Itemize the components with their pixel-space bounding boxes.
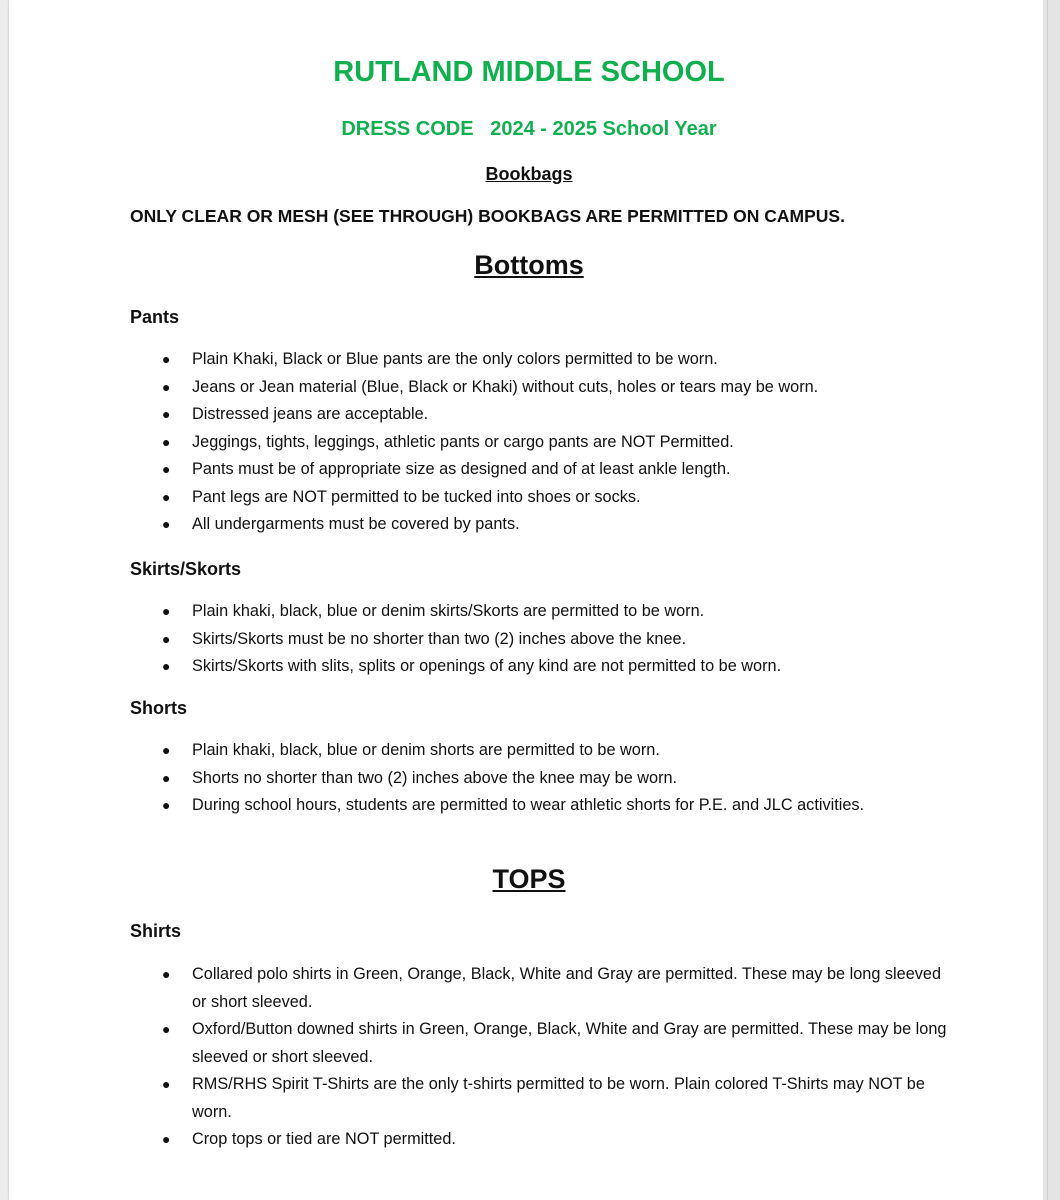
list-item xyxy=(162,374,952,402)
list-item xyxy=(162,1016,952,1071)
school-title: RUTLAND MIDDLE SCHOOL xyxy=(333,56,725,88)
pants-list xyxy=(162,346,952,539)
list-item-text: Distressed jeans are acceptable. xyxy=(192,405,429,423)
list-item-text: Plain khaki, black, blue or denim skirts/Skorts are permitted to be worn. xyxy=(192,602,705,620)
bullet-icon: ● xyxy=(162,1131,171,1147)
bullet-icon: ● xyxy=(162,769,171,786)
list-item xyxy=(162,653,952,681)
bullet-icon: ● xyxy=(162,461,171,477)
list-item-text: Jeans or Jean material (Blue, Black or Khaki) without cuts, holes or tears may be worn. xyxy=(192,377,819,396)
shirts-heading: Shirts xyxy=(130,921,182,941)
shorts-list xyxy=(162,737,952,820)
bullet-icon: ● xyxy=(162,630,171,647)
page-edge-gutter xyxy=(1043,0,1060,1200)
skirts-list xyxy=(162,598,952,681)
document-page xyxy=(9,0,1043,1200)
list-item xyxy=(162,1126,952,1154)
dress-code-subtitle: DRESS CODE 2024 - 2025 School Year xyxy=(341,118,717,140)
list-item xyxy=(162,598,952,626)
list-item-text: Plain Khaki, Black or Blue pants are the only colors permitted to be worn. xyxy=(192,350,718,368)
list-item-text: Collared polo shirts in Green, Orange, Black, White and Gray are permitted. These may be long sleeved or short sleeved. xyxy=(192,965,942,1011)
list-item xyxy=(162,961,952,1016)
list-item-text: During school hours, students are permitted to wear athletic shorts for P.E. and JLC activities. xyxy=(192,796,865,814)
list-item xyxy=(162,511,952,539)
list-item-text: Plain khaki, black, blue or denim shorts are permitted to be worn. xyxy=(192,741,660,759)
bullet-icon: ● xyxy=(162,433,171,450)
list-item-text: Jeggings, tights, leggings, athletic pants or cargo pants are NOT Permitted. xyxy=(192,432,734,451)
shirts-list xyxy=(162,961,952,1154)
bullet-icon: ● xyxy=(162,1076,171,1092)
bullet-icon: ● xyxy=(162,966,171,982)
pants-heading: Pants xyxy=(130,307,180,327)
skirts-heading: Skirts/Skorts xyxy=(130,559,242,579)
bullet-icon: ● xyxy=(162,797,171,813)
bullet-icon: ● xyxy=(162,1021,171,1037)
bullet-icon: ● xyxy=(162,742,171,758)
bullet-icon: ● xyxy=(162,406,171,422)
shorts-heading: Shorts xyxy=(130,698,188,718)
list-item-text: Crop tops or tied are NOT permitted. xyxy=(192,1130,456,1148)
list-item-text: Skirts/Skorts with slits, splits or openings of any kind are not permitted to be worn. xyxy=(192,657,782,675)
list-item xyxy=(162,792,952,820)
list-item-text: RMS/RHS Spirit T-Shirts are the only t-shirts permitted to be worn. Plain colored T-Shirts may NOT be worn. xyxy=(192,1075,925,1121)
list-item-text: Pant legs are NOT permitted to be tucked into shoes or socks. xyxy=(192,487,641,506)
list-item-text: Shorts no shorter than two (2) inches above the knee may be worn. xyxy=(192,768,678,787)
list-item-text: Oxford/Button downed shirts in Green, Orange, Black, White and Gray are permitted. These may be long sleeved or short sleeved. xyxy=(192,1020,947,1066)
bookbags-rule: ONLY CLEAR OR MESH (SEE THROUGH) BOOKBAGS ARE PERMITTED ON CAMPUS. xyxy=(130,206,845,226)
list-item xyxy=(162,765,952,793)
bullet-icon: ● xyxy=(162,488,171,505)
list-item xyxy=(162,401,952,429)
list-item xyxy=(162,484,952,512)
list-item xyxy=(162,429,952,457)
bookbags-heading: Bookbags xyxy=(485,164,573,184)
list-item xyxy=(162,346,952,374)
list-item-text: Skirts/Skorts must be no shorter than two (2) inches above the knee. xyxy=(192,629,687,648)
list-item xyxy=(162,626,952,654)
bullet-icon: ● xyxy=(162,516,171,532)
list-item-text: Pants must be of appropriate size as designed and of at least ankle length. xyxy=(192,460,731,478)
bullet-icon: ● xyxy=(162,351,171,367)
list-item xyxy=(162,456,952,484)
list-item xyxy=(162,1071,952,1126)
bullet-icon: ● xyxy=(162,378,171,395)
list-item-text: All undergarments must be covered by pants. xyxy=(192,515,520,533)
bottoms-heading: Bottoms xyxy=(474,250,584,280)
bullet-icon: ● xyxy=(162,603,171,619)
bullet-icon: ● xyxy=(162,658,171,674)
list-item xyxy=(162,737,952,765)
tops-heading: TOPS xyxy=(492,864,566,894)
